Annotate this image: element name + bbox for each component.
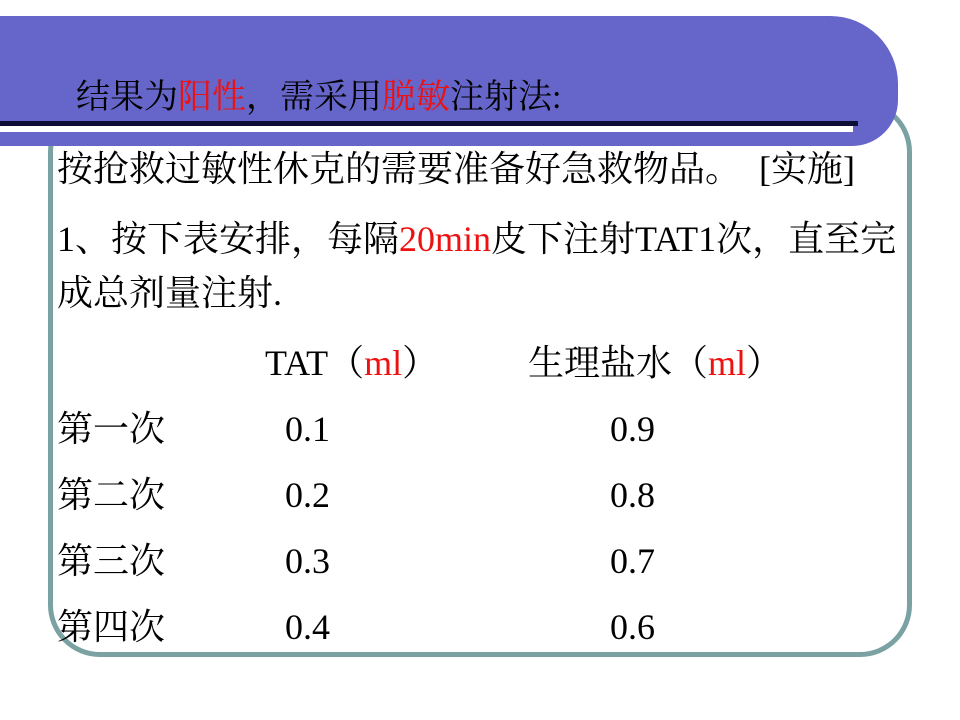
paragraph-step1-line2: 成总剂量注射. (57, 273, 283, 313)
header-tat-run-3: ） (402, 343, 439, 383)
paragraph-step1-line1 (57, 218, 896, 261)
row-saline-value: 0.7 (610, 541, 655, 581)
title-run-3: ，需采用 (246, 79, 382, 116)
title-run-1: 结果为 (76, 79, 178, 116)
header-saline-run-1: 生理盐水（ (528, 343, 709, 383)
row-saline-value: 0.6 (610, 607, 655, 647)
paragraph-preparation: 按抢救过敏性休克的需要准备好急救物品。 [实施] (57, 149, 855, 189)
row-label: 第二次 (57, 475, 166, 515)
step1-run-1: 1、按下表安排，每隔 (57, 219, 400, 259)
row-tat-value: 0.4 (285, 607, 330, 647)
header-saline-run-3: ） (746, 343, 783, 383)
row-saline-value: 0.9 (610, 409, 655, 449)
step1-run-3: 皮下注射TAT1次，直至完 (491, 219, 897, 259)
row-tat-value: 0.1 (285, 409, 330, 449)
table-row (57, 540, 897, 583)
title-run-5: 注射法: (450, 79, 562, 116)
title-run-desensitization: 脱敏 (382, 79, 450, 116)
row-tat-value: 0.2 (285, 475, 330, 515)
table-row (57, 606, 897, 649)
step1-run-interval: 20min (399, 219, 492, 259)
table-row (57, 408, 897, 451)
row-saline-value: 0.8 (610, 475, 655, 515)
table-row (57, 474, 897, 517)
row-label: 第一次 (57, 409, 166, 449)
slide-title (76, 78, 561, 119)
table-header-tat (265, 342, 438, 385)
row-label: 第三次 (57, 541, 166, 581)
header-tat-unit: ml (364, 343, 403, 383)
title-run-positive: 阳性 (178, 79, 246, 116)
row-tat-value: 0.3 (285, 541, 330, 581)
header-tat-run-1: TAT（ (265, 343, 365, 383)
header-saline-unit: ml (708, 343, 747, 383)
table-header-saline (528, 342, 782, 385)
title-underline-white (0, 126, 853, 132)
row-label: 第四次 (57, 607, 166, 647)
